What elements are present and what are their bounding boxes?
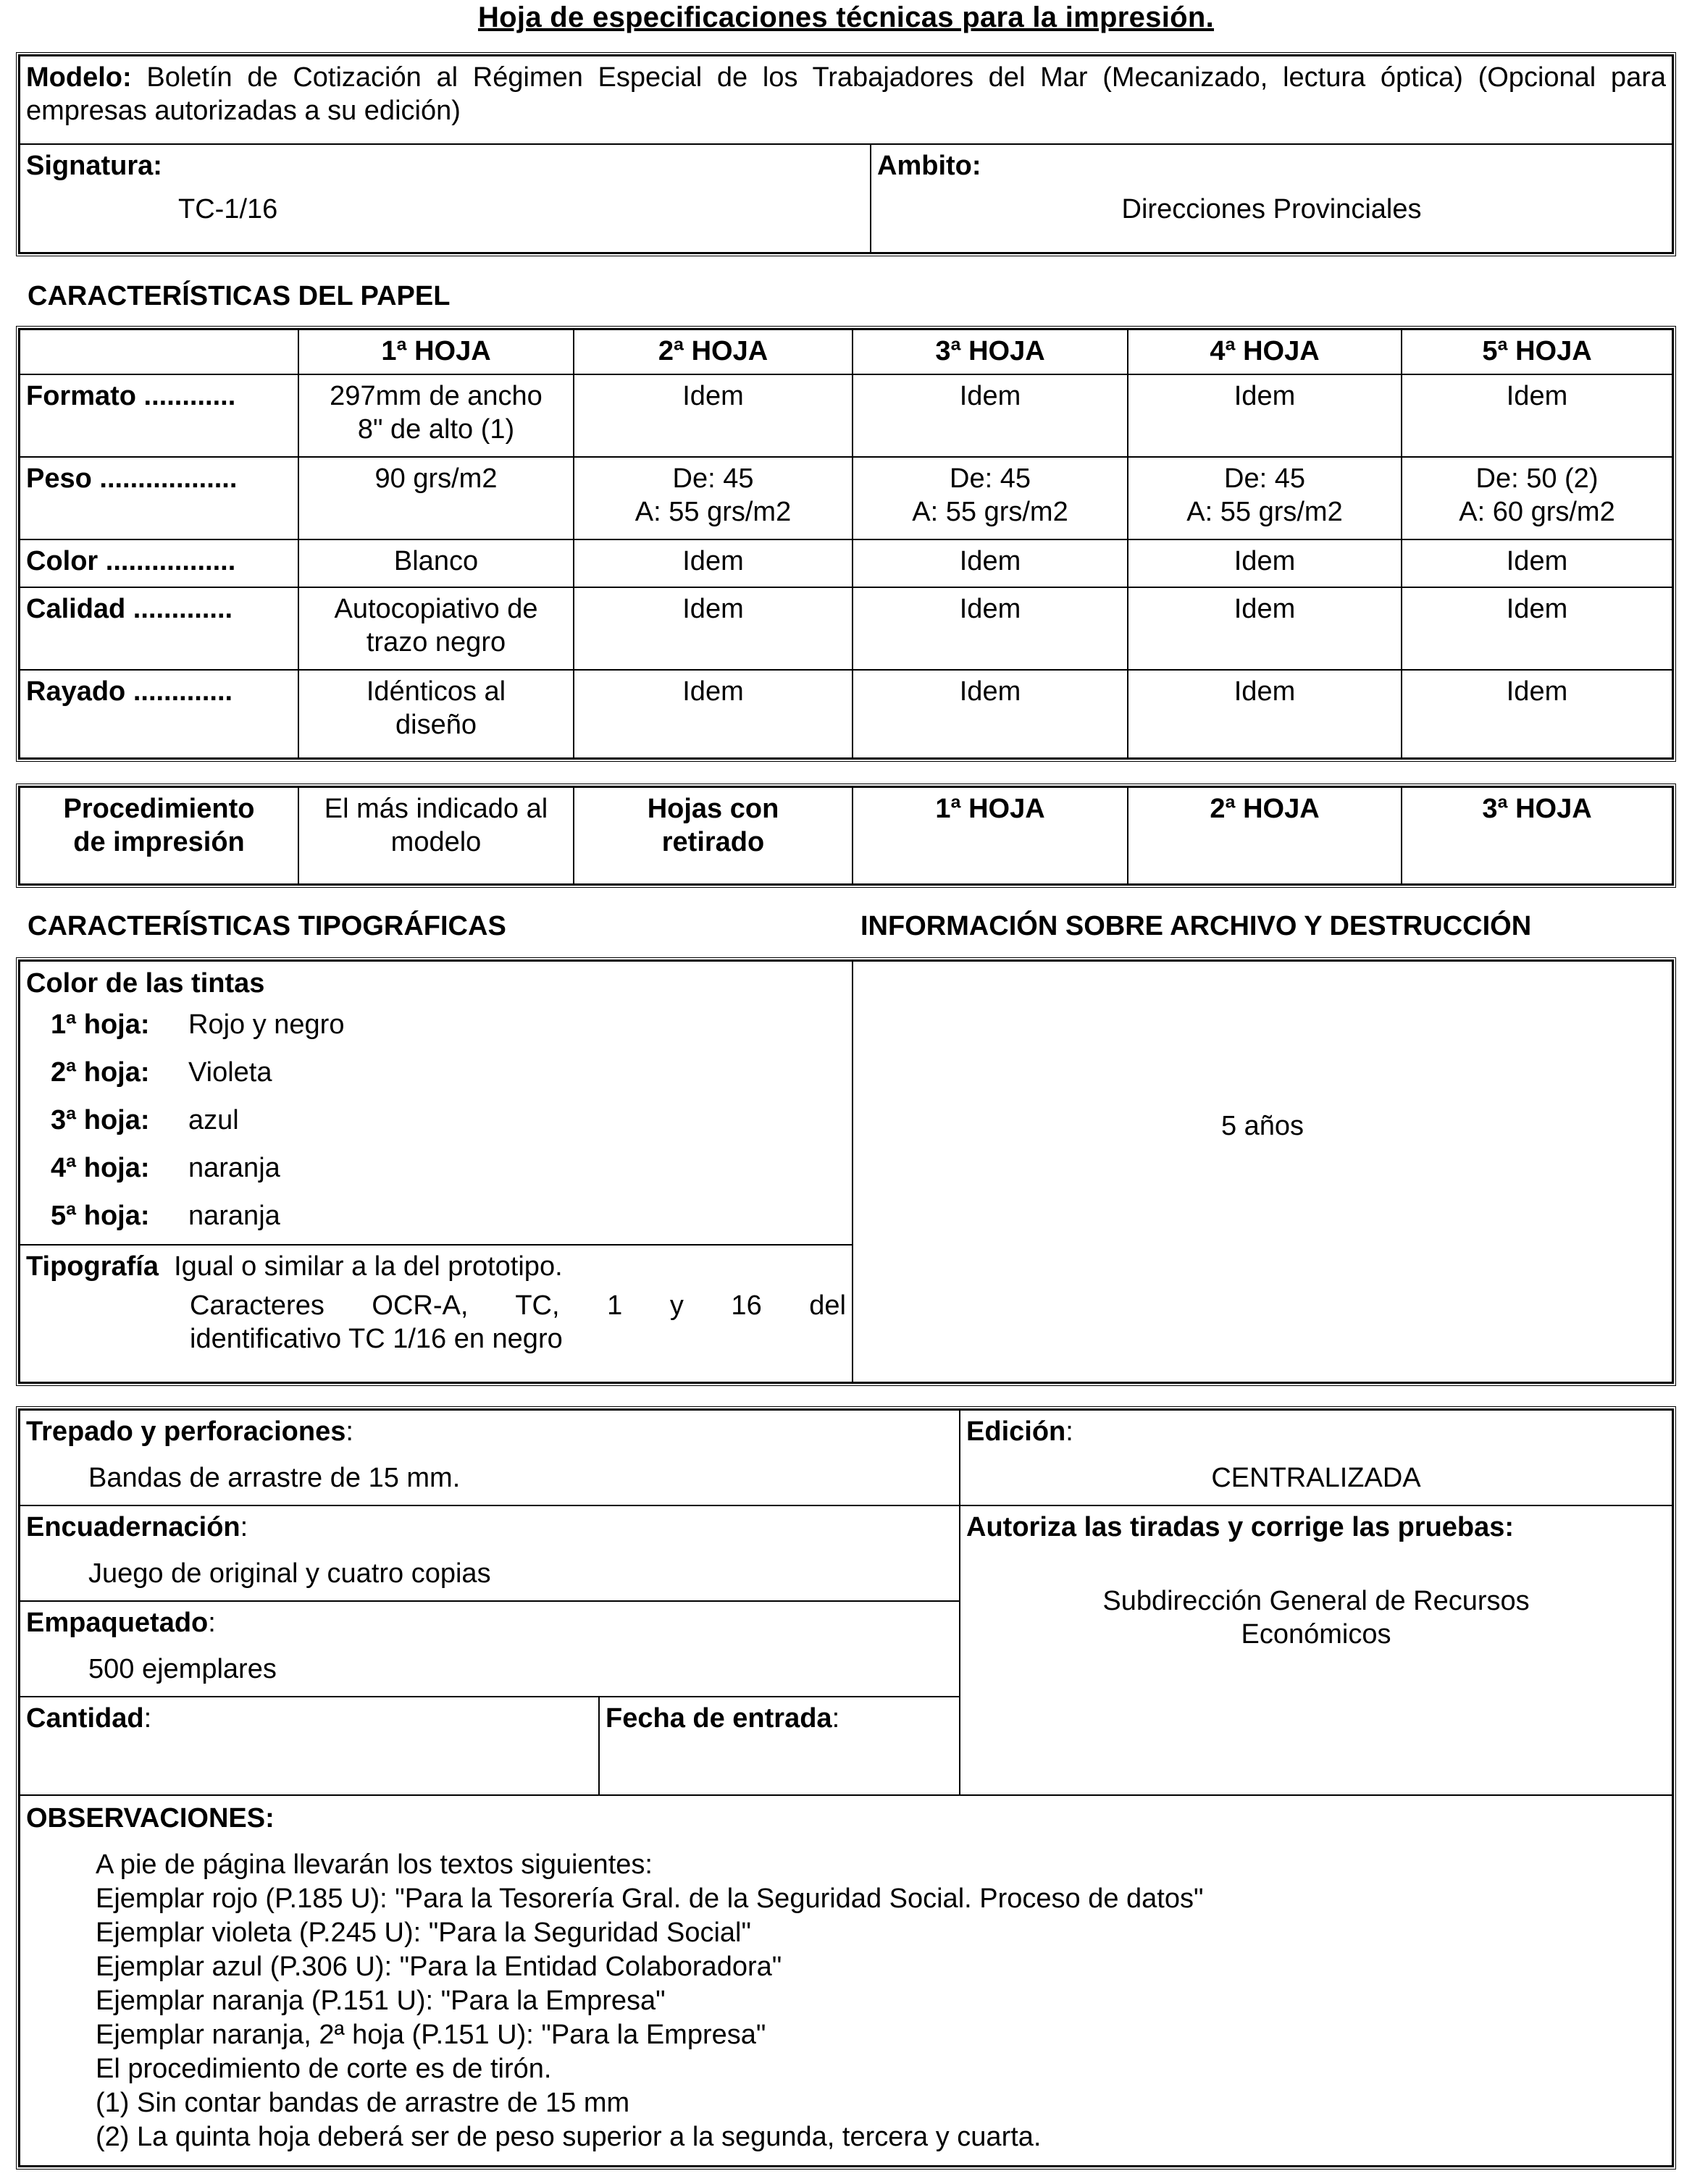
cantidad-cell: Cantidad: xyxy=(20,1697,599,1795)
encuadernacion-cell: Encuadernación: Juego de original y cuatro copias xyxy=(20,1505,960,1601)
cell: Blanco xyxy=(298,539,574,587)
typeface-value: Igual o similar a la del prototipo. xyxy=(174,1251,563,1282)
inks-cell xyxy=(20,961,853,1245)
cell: Idem xyxy=(853,374,1128,457)
observaciones-line: (2) La quinta hoja deberá ser de peso superior a la segunda, tercera y cuarta. xyxy=(96,2122,1042,2152)
ink-row: 2ª hoja: Violeta xyxy=(51,1057,272,1088)
retirado-hoja1: 1ª HOJA xyxy=(853,787,1128,884)
ambito-label: Ambito: xyxy=(877,151,981,181)
signatura-label: Signatura: xyxy=(26,151,162,181)
model-value: Boletín de Cotización al Régimen Especial de los Trabajadores del Mar (Mecanizado, lectura óptica) (Opcional para empresas autorizadas a su edición) xyxy=(26,62,1666,126)
trepado-cell: Trepado y perforaciones: Bandas de arrastre de 15 mm. xyxy=(20,1410,960,1505)
row-label-peso: Peso .................. xyxy=(20,457,298,539)
print-procedure-table xyxy=(19,786,1673,885)
observaciones-line: Ejemplar naranja, 2ª hoja (P.151 U): "Para la Empresa" xyxy=(96,2020,766,2050)
cell: Idem xyxy=(1128,539,1402,587)
ambito-value: Direcciones Provinciales xyxy=(1121,194,1422,224)
document-title: Hoja de especificaciones técnicas para la impresión. xyxy=(477,1,1215,33)
paper-header-hoja3: 3ª HOJA xyxy=(853,329,1128,374)
observaciones-line: A pie de página llevarán los textos siguientes: xyxy=(96,1849,653,1880)
paper-box xyxy=(16,326,1676,762)
row-label-calidad: Calidad ............. xyxy=(20,587,298,670)
cell: 297mm de ancho 8" de alto (1) xyxy=(298,374,574,457)
paper-row-calidad xyxy=(20,587,1672,670)
ink-row: 3ª hoja: azul xyxy=(51,1105,239,1135)
observaciones-line: Ejemplar violeta (P.245 U): "Para la Seguridad Social" xyxy=(96,1918,751,1948)
ink-row: 4ª hoja: naranja xyxy=(51,1153,280,1183)
archive-section-heading: INFORMACIÓN SOBRE ARCHIVO Y DESTRUCCIÓN xyxy=(860,911,1532,941)
empaquetado-cell: Empaquetado: 500 ejemplares xyxy=(20,1601,960,1697)
typeface-cell xyxy=(20,1245,853,1382)
paper-header-blank xyxy=(20,329,298,374)
production-box xyxy=(16,1406,1676,2170)
row-label-color: Color ................. xyxy=(20,539,298,587)
cantidad-label: Cantidad xyxy=(26,1703,144,1734)
cell: Idem xyxy=(574,670,853,758)
cell: De: 50 (2) A: 60 grs/m2 xyxy=(1402,457,1672,539)
retirado-hoja2: 2ª HOJA xyxy=(1128,787,1402,884)
cell: De: 45 A: 55 grs/m2 xyxy=(1128,457,1402,539)
procedure-label: Procedimiento de impresión xyxy=(20,787,298,884)
typeface-label: Tipografía xyxy=(26,1251,159,1282)
paper-header-hoja5: 5ª HOJA xyxy=(1402,329,1672,374)
edicion-label: Edición xyxy=(966,1416,1066,1447)
archive-value: 5 años xyxy=(1220,1111,1304,1141)
observaciones-line: El procedimiento de corte es de tirón. xyxy=(96,2054,552,2084)
cell: Idem xyxy=(1128,374,1402,457)
paper-header-hoja1: 1ª HOJA xyxy=(298,329,574,374)
encuadernacion-label: Encuadernación xyxy=(26,1512,240,1542)
observaciones-line: Ejemplar naranja (P.151 U): "Para la Empresa" xyxy=(96,1986,666,2016)
row-label-formato: Formato ............ xyxy=(20,374,298,457)
autoriza-value: Subdirección General de Recursos Económicos xyxy=(1102,1586,1530,1650)
empaquetado-value: 500 ejemplares xyxy=(88,1654,277,1684)
cell: Idem xyxy=(853,670,1128,758)
typography-table xyxy=(19,960,1673,1383)
signatura-cell xyxy=(20,144,871,253)
cell: Autocopiativo de trazo negro xyxy=(298,587,574,670)
ink-row: 5ª hoja: naranja xyxy=(51,1201,280,1231)
paper-row-peso xyxy=(20,457,1672,539)
cell: Idem xyxy=(1128,670,1402,758)
observaciones-line: Ejemplar rojo (P.185 U): "Para la Tesorería Gral. de la Seguridad Social. Proceso de datos" xyxy=(96,1883,1204,1914)
fecha-entrada-label: Fecha de entrada xyxy=(606,1703,832,1734)
signatura-value: TC-1/16 xyxy=(178,194,278,224)
observaciones-cell xyxy=(20,1795,1672,2166)
print-procedure-box xyxy=(16,784,1676,888)
typography-section-heading: CARACTERÍSTICAS TIPOGRÁFICAS xyxy=(28,911,506,941)
paper-row-color xyxy=(20,539,1672,587)
production-table xyxy=(19,1409,1673,2167)
cell: De: 45 A: 55 grs/m2 xyxy=(574,457,853,539)
paper-header-hoja2: 2ª HOJA xyxy=(574,329,853,374)
cell: Idem xyxy=(853,587,1128,670)
cell: Idem xyxy=(1128,587,1402,670)
cell: Idem xyxy=(1402,539,1672,587)
paper-section-heading: CARACTERÍSTICAS DEL PAPEL xyxy=(28,281,451,311)
edicion-value: CENTRALIZADA xyxy=(1211,1463,1421,1493)
observaciones-line: Ejemplar azul (P.306 U): "Para la Entidad Colaboradora" xyxy=(96,1952,782,1982)
trepado-value: Bandas de arrastre de 15 mm. xyxy=(88,1463,461,1493)
ink-row: 1ª hoja: Rojo y negro xyxy=(51,1009,345,1040)
retirado-label: Hojas con retirado xyxy=(574,787,853,884)
cell: Idem xyxy=(1402,670,1672,758)
cell: Idem xyxy=(1402,587,1672,670)
typography-box xyxy=(16,957,1676,1386)
paper-row-rayado xyxy=(20,670,1672,758)
model-label: Modelo: xyxy=(26,62,132,93)
cell: De: 45 A: 55 grs/m2 xyxy=(853,457,1128,539)
edicion-cell: Edición: CENTRALIZADA xyxy=(960,1410,1672,1505)
cell: Idénticos al diseño xyxy=(298,670,574,758)
cell: Idem xyxy=(574,539,853,587)
observaciones-line: (1) Sin contar bandas de arrastre de 15 mm xyxy=(96,2088,630,2118)
cell: 90 grs/m2 xyxy=(298,457,574,539)
empaquetado-label: Empaquetado xyxy=(26,1608,209,1638)
fecha-entrada-cell: Fecha de entrada: xyxy=(599,1697,960,1795)
encuadernacion-value: Juego de original y cuatro copias xyxy=(88,1558,491,1589)
procedure-value: El más indicado al modelo xyxy=(298,787,574,884)
model-cell xyxy=(20,56,1672,144)
autoriza-label: Autoriza las tiradas y corrige las pruebas: xyxy=(966,1512,1515,1542)
trepado-label: Trepado y perforaciones xyxy=(26,1416,346,1447)
typeface-note-1: Caracteres OCR-A, TC, 1 y 16 del xyxy=(190,1290,846,1321)
typeface-note-2: identificativo TC 1/16 en negro xyxy=(190,1324,563,1354)
row-label-rayado: Rayado ............. xyxy=(20,670,298,758)
ambito-cell xyxy=(871,144,1672,253)
cell: Idem xyxy=(574,587,853,670)
paper-header-hoja4: 4ª HOJA xyxy=(1128,329,1402,374)
model-box xyxy=(16,52,1676,256)
cell: Idem xyxy=(574,374,853,457)
autoriza-cell xyxy=(960,1505,1672,1795)
model-table xyxy=(19,55,1673,253)
cell: Idem xyxy=(853,539,1128,587)
retirado-hoja3: 3ª HOJA xyxy=(1402,787,1672,884)
paper-table xyxy=(19,329,1673,759)
inks-label: Color de las tintas xyxy=(26,968,265,999)
observaciones-label: OBSERVACIONES: xyxy=(26,1803,275,1834)
cell: Idem xyxy=(1402,374,1672,457)
archive-cell xyxy=(853,961,1672,1382)
paper-row-formato xyxy=(20,374,1672,457)
